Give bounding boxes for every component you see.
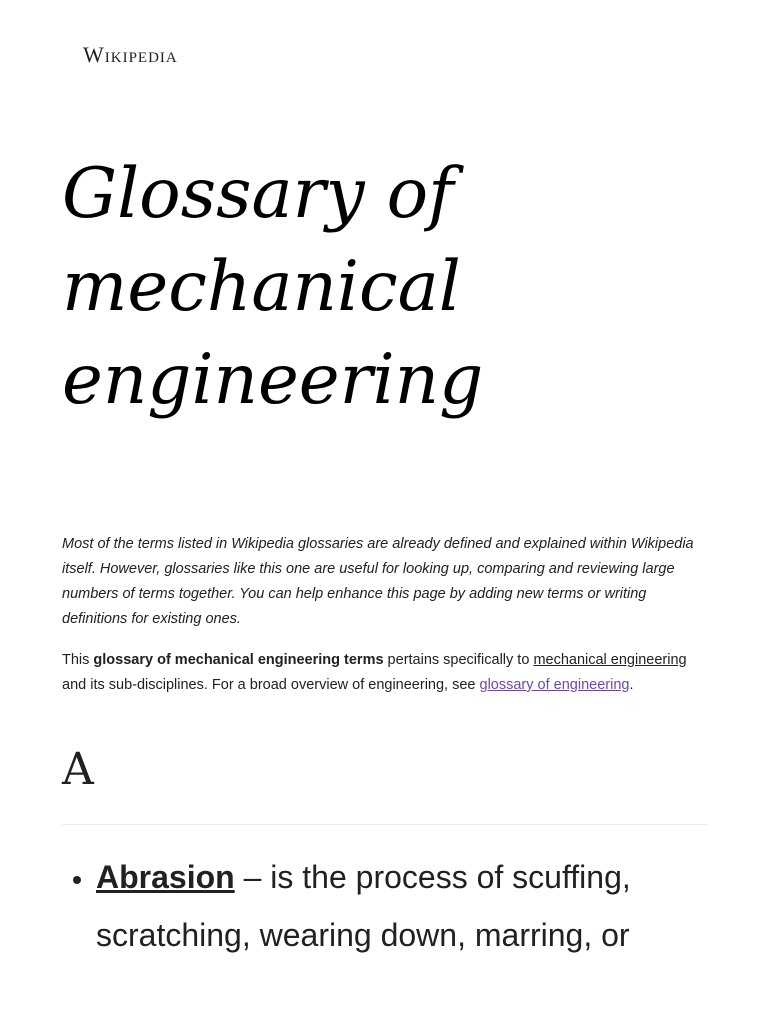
- article-content: [62, 532, 708, 698]
- intro-middle-text: pertains specifically to: [383, 652, 534, 668]
- intro-middle2-text: and its sub-disciplines. For a broad overview of engineering, see: [62, 677, 480, 693]
- intro-suffix-text: .: [629, 677, 634, 693]
- mechanical-engineering-link[interactable]: mechanical engineering: [533, 652, 687, 668]
- term-definition: – is the process of scuffing, scratching, wearing down, marring, or: [96, 859, 631, 953]
- intro-bold-text: glossary of mechanical engineering terms: [93, 652, 384, 668]
- section-heading-a[interactable]: A: [62, 740, 708, 825]
- page-title: Glossary of mechanical engineering: [62, 154, 484, 420]
- glossary-entry: [96, 848, 708, 964]
- intro-prefix-text: This: [62, 652, 94, 668]
- term-link-abrasion[interactable]: Abrasion: [96, 859, 235, 895]
- wikipedia-wordmark-logo[interactable]: Wikipedia: [83, 42, 178, 67]
- intro-paragraph: [62, 648, 708, 698]
- glossary-of-engineering-link[interactable]: glossary of engineering: [479, 677, 630, 693]
- site-header: [83, 42, 178, 72]
- glossary-hatnote: Most of the terms listed in Wikipedia glossaries are already defined and explained within Wikipedia itself. However, glossaries like this one are useful for looking up, comparing and reviewing large numbers of terms together. You can help enhance this page by adding new terms or writing definitions for existing ones.: [62, 536, 694, 627]
- glossary-entry-list: [62, 848, 708, 964]
